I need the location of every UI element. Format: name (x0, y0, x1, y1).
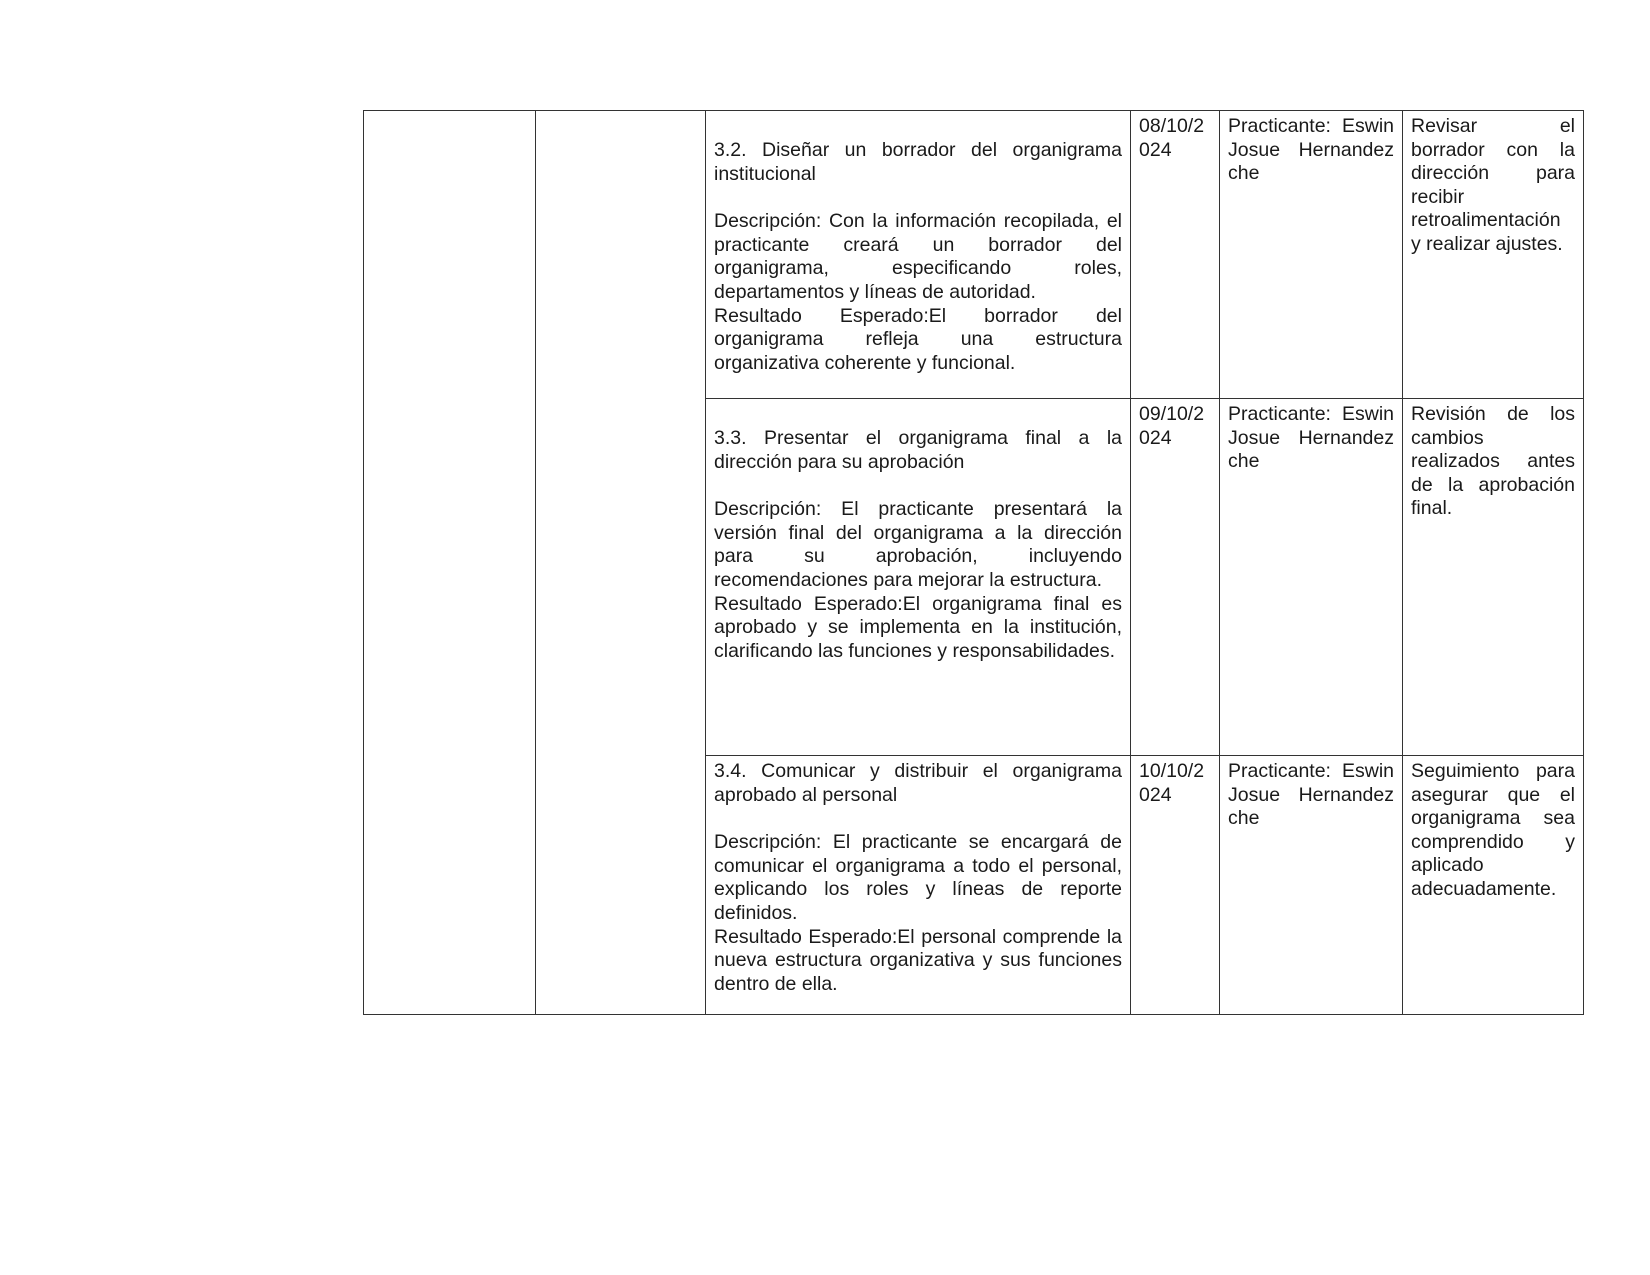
objective-cell-empty (364, 111, 536, 1015)
date-cell (1131, 111, 1220, 399)
activity-title: 3.4. Comunicar y distribuir el organigrama aprobado al personal (714, 760, 1122, 806)
activity-description: Descripción: El practicante se encargará de comunicar el organigrama a todo el personal, explicando los roles y líneas de reporte definidos. (714, 831, 1122, 924)
responsible-cell (1220, 756, 1403, 1015)
table-row (364, 111, 1584, 399)
observation-cell (1403, 111, 1584, 399)
activity-title: 3.2. Diseñar un borrador del organigrama institucional (714, 139, 1122, 185)
activity-date: 10/10/2024 (1139, 760, 1205, 806)
date-cell (1131, 399, 1220, 756)
date-cell (1131, 756, 1220, 1015)
activity-date: 08/10/2024 (1139, 115, 1205, 161)
activity-description: Descripción: Con la información recopilada, el practicante creará un borrador del organigrama, especificando roles, departamentos y líneas de autoridad. (714, 210, 1122, 303)
observation-cell (1403, 756, 1584, 1015)
activity-observation: Seguimiento para asegurar que el organigrama sea comprendido y aplicado adecuadamente. (1411, 760, 1575, 900)
activity-description: Descripción: El practicante presentará la versión final del organigrama a la dirección para su aprobación, incluyendo recomendaciones para mejorar la estructura. (714, 498, 1122, 591)
activity-title: 3.3. Presentar el organigrama final a la dirección para su aprobación (714, 427, 1122, 473)
activity-observation: Revisión de los cambios realizados antes de la aprobación final. (1411, 403, 1575, 520)
activity-plan-table (363, 110, 1584, 1015)
activity-cell (706, 111, 1131, 399)
activity-expected-result: Resultado Esperado:El organigrama final es aprobado y se implementa en la institución, clarificando las funciones y responsabilidades. (714, 592, 1122, 662)
responsible-cell (1220, 399, 1403, 756)
activity-responsible: Practicante: Eswin Josue Hernandez che (1228, 403, 1394, 473)
activity-date: 09/10/2024 (1139, 403, 1205, 449)
activity-cell (706, 756, 1131, 1015)
responsible-cell (1220, 111, 1403, 399)
activity-expected-result: Resultado Esperado:El borrador del organigrama refleja una estructura organizativa coherente y funcional. (714, 304, 1122, 374)
activity-observation: Revisar el borrador con la dirección para recibir retroalimentación y realizar ajustes. (1411, 115, 1575, 255)
activity-responsible: Practicante: Eswin Josue Hernandez che (1228, 115, 1394, 185)
observation-cell (1403, 399, 1584, 756)
activity-cell (706, 399, 1131, 756)
activity-expected-result: Resultado Esperado:El personal comprende la nueva estructura organizativa y sus funciones dentro de ella. (714, 925, 1122, 995)
goal-cell-empty (536, 111, 706, 1015)
activity-responsible: Practicante: Eswin Josue Hernandez che (1228, 760, 1394, 830)
